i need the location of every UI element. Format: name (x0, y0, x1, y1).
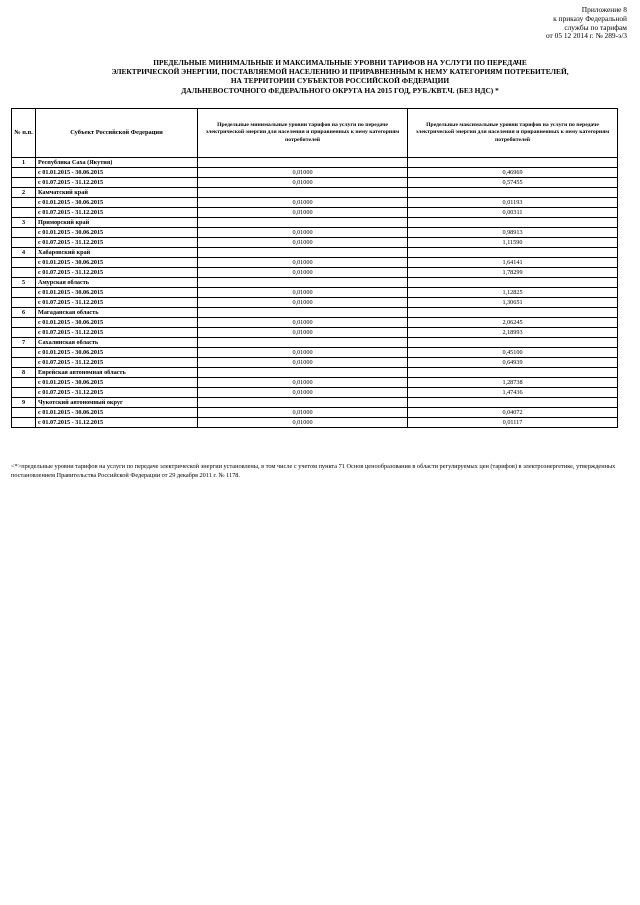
empty-cell (408, 398, 618, 408)
min-tariff-value: 0,01000 (198, 298, 408, 308)
table-row-region (12, 278, 618, 288)
empty-cell (12, 178, 36, 188)
table-row-region (12, 218, 618, 228)
period-label: с 01.01.2015 - 30.06.2015 (36, 228, 198, 238)
max-tariff-value: 0,01117 (408, 418, 618, 428)
min-tariff-value: 0,01000 (198, 358, 408, 368)
table-row-period (12, 238, 618, 248)
empty-cell (408, 248, 618, 258)
region-number: 7 (12, 338, 36, 348)
header-num: № п.п. (12, 109, 36, 158)
max-tariff-value: 1,64141 (408, 258, 618, 268)
table-row-region (12, 338, 618, 348)
max-tariff-value: 0,98913 (408, 228, 618, 238)
empty-cell (408, 278, 618, 288)
period-label: с 01.07.2015 - 31.12.2015 (36, 268, 198, 278)
table-row-region (12, 158, 618, 168)
min-tariff-value: 0,01000 (198, 178, 408, 188)
empty-cell (12, 358, 36, 368)
region-number: 5 (12, 278, 36, 288)
title-line: ЭЛЕКТРИЧЕСКОЙ ЭНЕРГИИ, ПОСТАВЛЯЕМОЙ НАСЕЛЕНИЮ И ПРИРАВНЕННЫМ К НЕМУ КАТЕГОРИЯМ ПОТРЕБИТЕЛЕЙ, (111, 67, 569, 77)
empty-cell (198, 158, 408, 168)
max-tariff-value: 0,45100 (408, 348, 618, 358)
empty-cell (12, 328, 36, 338)
region-name: Сахалинская область (36, 338, 198, 348)
period-label: с 01.01.2015 - 30.06.2015 (36, 408, 198, 418)
table-row-period (12, 408, 618, 418)
max-tariff-value: 1,12825 (408, 288, 618, 298)
region-number: 6 (12, 308, 36, 318)
table-row-period (12, 208, 618, 218)
empty-cell (12, 168, 36, 178)
period-label: с 01.01.2015 - 30.06.2015 (36, 378, 198, 388)
empty-cell (198, 368, 408, 378)
period-label: с 01.07.2015 - 31.12.2015 (36, 208, 198, 218)
period-label: с 01.07.2015 - 31.12.2015 (36, 298, 198, 308)
period-label: с 01.07.2015 - 31.12.2015 (36, 418, 198, 428)
annex-note (467, 6, 627, 41)
header-subject: Субъект Российской Федерации (36, 109, 198, 158)
max-tariff-value: 2,06245 (408, 318, 618, 328)
annex-line: Приложение 8 (581, 5, 627, 14)
empty-cell (12, 378, 36, 388)
region-number: 2 (12, 188, 36, 198)
empty-cell (12, 288, 36, 298)
region-name: Еврейская автономная область (36, 368, 198, 378)
max-tariff-value: 2,18993 (408, 328, 618, 338)
table-row-period (12, 318, 618, 328)
max-tariff-value: 0,57455 (408, 178, 618, 188)
min-tariff-value: 0,01000 (198, 408, 408, 418)
min-tariff-value: 0,01000 (198, 328, 408, 338)
period-label: с 01.01.2015 - 30.06.2015 (36, 198, 198, 208)
region-number: 1 (12, 158, 36, 168)
title-line: ПРЕДЕЛЬНЫЕ МИНИМАЛЬНЫЕ И МАКСИМАЛЬНЫЕ УРОВНИ ТАРИФОВ НА УСЛУГИ ПО ПЕРЕДАЧЕ (153, 58, 527, 67)
max-tariff-value: 1,11590 (408, 238, 618, 248)
period-label: с 01.01.2015 - 30.06.2015 (36, 288, 198, 298)
title-line: ДАЛЬНЕВОСТОЧНОГО ФЕДЕРАЛЬНОГО ОКРУГА НА 2015 ГОД, РУБ./КВТ.Ч. (БЕЗ НДС) * (181, 85, 499, 95)
empty-cell (408, 308, 618, 318)
max-tariff-value: 0,04072 (408, 408, 618, 418)
region-number: 8 (12, 368, 36, 378)
max-tariff-value: 1,30651 (408, 298, 618, 308)
title-line: НА ТЕРРИТОРИИ СУБЪЕКТОВ РОССИЙСКОЙ ФЕДЕРАЦИИ (230, 76, 450, 86)
region-name: Хабаровский край (36, 248, 198, 258)
table-row-period (12, 268, 618, 278)
empty-cell (12, 228, 36, 238)
region-name: Чукотский автономный округ (36, 398, 198, 408)
region-name: Приморский край (36, 218, 198, 228)
min-tariff-value: 0,01000 (198, 378, 408, 388)
max-tariff-value: 1,78299 (408, 268, 618, 278)
period-label: с 01.07.2015 - 31.12.2015 (36, 388, 198, 398)
period-label: с 01.01.2015 - 30.06.2015 (36, 348, 198, 358)
empty-cell (12, 348, 36, 358)
region-name: Камчатский край (36, 188, 198, 198)
empty-cell (408, 368, 618, 378)
empty-cell (198, 188, 408, 198)
empty-cell (408, 338, 618, 348)
table-row-region (12, 248, 618, 258)
min-tariff-value: 0,01000 (198, 388, 408, 398)
table-row-period (12, 228, 618, 238)
table-header-row (12, 109, 618, 158)
document-title (40, 58, 640, 95)
annex-line: службы по тарифам (564, 22, 627, 32)
min-tariff-value: 0,01000 (198, 228, 408, 238)
empty-cell (198, 218, 408, 228)
region-name: Магаданская область (36, 308, 198, 318)
empty-cell (408, 188, 618, 198)
annex-line: от 05 12 2014 г. № 289-э/3 (545, 31, 627, 41)
empty-cell (198, 278, 408, 288)
header-min-tariff: Предельные минимальные уровни тарифов на услуги по передаче электрической энергии для населения и приравненных к нему категориям потребителей (198, 109, 408, 158)
empty-cell (198, 338, 408, 348)
empty-cell (198, 308, 408, 318)
max-tariff-value: 0,64939 (408, 358, 618, 368)
empty-cell (12, 298, 36, 308)
min-tariff-value: 0,01000 (198, 208, 408, 218)
table-body (12, 158, 618, 428)
max-tariff-value: 1,47436 (408, 388, 618, 398)
empty-cell (12, 258, 36, 268)
table-row-period (12, 178, 618, 188)
table-row-region (12, 188, 618, 198)
empty-cell (12, 198, 36, 208)
empty-cell (198, 398, 408, 408)
region-name: Республика Саха (Якутия) (36, 158, 198, 168)
empty-cell (12, 418, 36, 428)
empty-cell (12, 388, 36, 398)
max-tariff-value: 0,01193 (408, 198, 618, 208)
min-tariff-value: 0,01000 (198, 198, 408, 208)
table-row-period (12, 348, 618, 358)
table-row-period (12, 358, 618, 368)
table-row-period (12, 258, 618, 268)
empty-cell (12, 208, 36, 218)
max-tariff-value: 0,46969 (408, 168, 618, 178)
table-row-period (12, 418, 618, 428)
period-label: с 01.07.2015 - 31.12.2015 (36, 358, 198, 368)
empty-cell (408, 158, 618, 168)
min-tariff-value: 0,01000 (198, 318, 408, 328)
empty-cell (12, 408, 36, 418)
table-row-period (12, 298, 618, 308)
header-max-tariff: Предельные максимальные уровни тарифов на услуги по передаче электрической энергии для населения и приравненных к нему категориям потребителей (408, 109, 618, 158)
period-label: с 01.01.2015 - 30.06.2015 (36, 318, 198, 328)
empty-cell (12, 268, 36, 278)
region-number: 3 (12, 218, 36, 228)
min-tariff-value: 0,01000 (198, 268, 408, 278)
min-tariff-value: 0,01000 (198, 238, 408, 248)
annex-line: к приказу Федеральной (553, 13, 627, 23)
table-row-period (12, 288, 618, 298)
empty-cell (12, 238, 36, 248)
tariff-table (11, 108, 618, 428)
period-label: с 01.01.2015 - 30.06.2015 (36, 258, 198, 268)
period-label: с 01.07.2015 - 31.12.2015 (36, 238, 198, 248)
empty-cell (198, 248, 408, 258)
table-row-region (12, 398, 618, 408)
table-row-region (12, 308, 618, 318)
max-tariff-value: 1,28738 (408, 378, 618, 388)
region-number: 4 (12, 248, 36, 258)
table-row-period (12, 388, 618, 398)
min-tariff-value: 0,01000 (198, 348, 408, 358)
period-label: с 01.07.2015 - 31.12.2015 (36, 178, 198, 188)
period-label: с 01.01.2015 - 30.06.2015 (36, 168, 198, 178)
table-row-period (12, 328, 618, 338)
region-name: Амурская область (36, 278, 198, 288)
max-tariff-value: 0,00311 (408, 208, 618, 218)
table-row-period (12, 378, 618, 388)
min-tariff-value: 0,01000 (198, 418, 408, 428)
empty-cell (408, 218, 618, 228)
footnote: <*>предельные уровни тарифов на услуги по передаче электрической энергии установлены, в том числе с учетом пункта 71 Основ ценообразования в области регулируемых цен (тарифов) в электроэнергетике, утвержденных постановлением Правительства Российской Федерации от 29 декабря 2011 г. № 1178. (11, 463, 616, 479)
table-row-period (12, 198, 618, 208)
period-label: с 01.07.2015 - 31.12.2015 (36, 328, 198, 338)
region-number: 9 (12, 398, 36, 408)
table-row-period (12, 168, 618, 178)
min-tariff-value: 0,01000 (198, 288, 408, 298)
min-tariff-value: 0,01000 (198, 258, 408, 268)
min-tariff-value: 0,01000 (198, 168, 408, 178)
empty-cell (12, 318, 36, 328)
table-row-region (12, 368, 618, 378)
